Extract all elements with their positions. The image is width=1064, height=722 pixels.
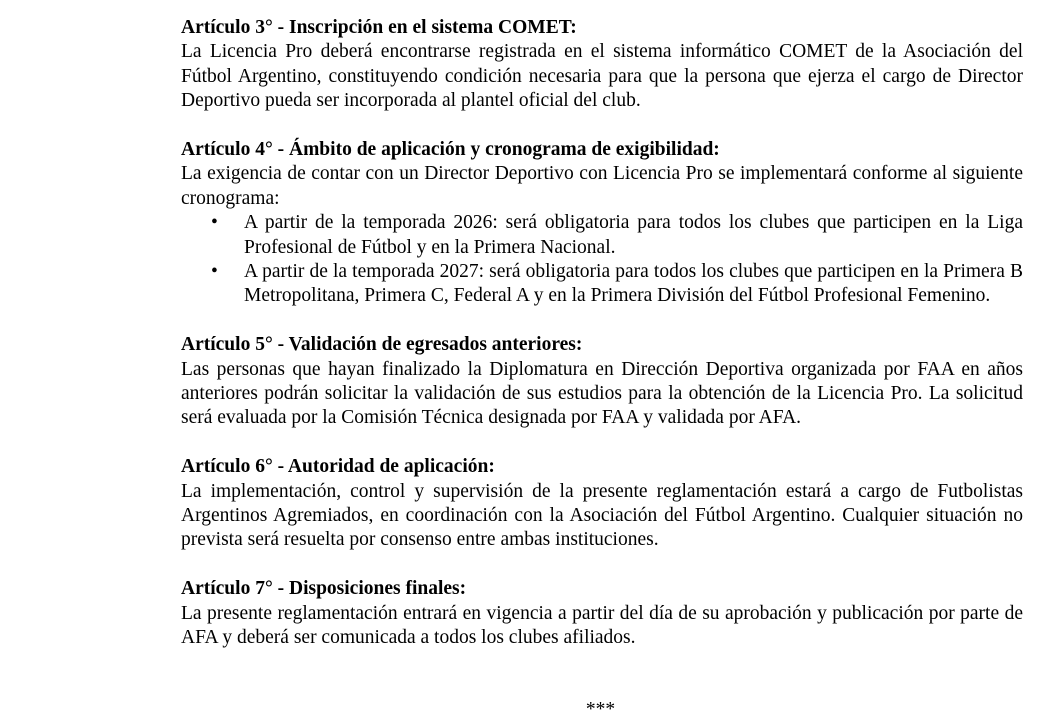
- article-4: [181, 138, 1023, 309]
- article-3: [181, 16, 1023, 114]
- list-item-text: A partir de la temporada 2027: será obligatoria para todos los clubes que participen en la Primera B Metropolitana, Primera C, Federal A y en la Primera División del Fútbol Profesional Femenino.: [244, 261, 1023, 307]
- list-item: [181, 211, 1023, 260]
- article-body: La Licencia Pro deberá encontrarse registrada en el sistema informático COMET de la Asociación del Fútbol Argentino, constituyendo condición necesaria para que la persona que ejerza el cargo de Director Deportivo pueda ser incorporada al plantel oficial del club.: [181, 41, 1023, 112]
- article-body: La implementación, control y supervisión de la presente reglamentación estará a cargo de Futbolistas Argentinos Agremiados, en coordinación con la Asociación del Fútbol Argentino. Cualquier situación no prevista será resuelta por consenso entre ambas instituciones.: [181, 480, 1023, 551]
- article-6: [181, 455, 1023, 553]
- article-heading: Artículo 6° - Autoridad de aplicación:: [181, 456, 495, 478]
- end-of-document-mark: ***: [585, 699, 616, 720]
- document-page: [181, 16, 1023, 675]
- article-heading: Artículo 7° - Disposiciones finales:: [181, 578, 467, 600]
- bullet-icon: •: [211, 212, 218, 234]
- article-body: La presente reglamentación entrará en vigencia a partir del día de su aprobación y publicación por parte de AFA y deberá ser comunicada a todos los clubes afiliados.: [181, 602, 1023, 649]
- list-item: [181, 260, 1023, 309]
- article-heading: Artículo 4° - Ámbito de aplicación y cronograma de exigibilidad:: [181, 139, 720, 161]
- article-7: [181, 577, 1023, 650]
- article-heading: Artículo 5° - Validación de egresados anteriores:: [181, 334, 583, 356]
- article-body: Las personas que hayan finalizado la Diplomatura en Dirección Deportiva organizada por FAA en años anteriores podrán solicitar la validación de sus estudios para la obtención de la Licencia Pro. La solicitud será evaluada por la Comisión Técnica designada por FAA y validada por AFA.: [181, 358, 1023, 429]
- bullet-icon: •: [211, 261, 218, 283]
- article-5: [181, 333, 1023, 431]
- article-body: La exigencia de contar con un Director Deportivo con Licencia Pro se implementará conforme al siguiente cronograma:: [181, 163, 1023, 209]
- article-heading: Artículo 3° - Inscripción en el sistema COMET:: [181, 17, 577, 38]
- schedule-list: [181, 211, 1023, 309]
- list-item-text: A partir de la temporada 2026: será obligatoria para todos los clubes que participen en la Liga Profesional de Fútbol y en la Primera Nacional.: [244, 212, 1023, 258]
